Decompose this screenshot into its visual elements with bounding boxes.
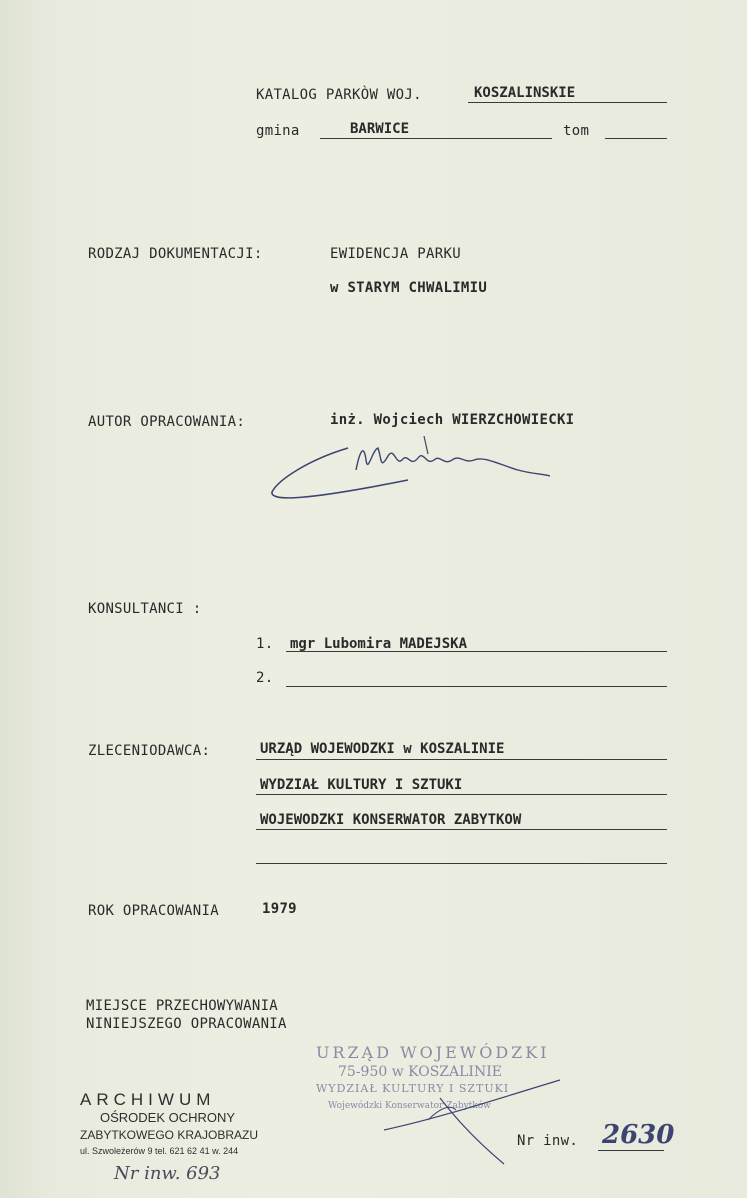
stamp-cross-strokes: [380, 1074, 580, 1170]
stamp-line-4: Wojewódzki Konserwator Zabytków: [328, 1101, 491, 1111]
client-underline-3: [256, 829, 667, 830]
catalog-value: KOSZALINSKIE: [474, 85, 576, 101]
gmina-value: BARWICE: [350, 121, 410, 137]
author-signature: [268, 430, 558, 510]
client-underline-4: [256, 863, 667, 864]
client-underline-2: [256, 794, 667, 795]
year-label: ROK OPRACOWANIA: [88, 903, 219, 919]
consultant-1-number: 1.: [256, 636, 274, 652]
archive-title: ARCHIWUM: [80, 1090, 216, 1109]
consultants-label: KONSULTANCI :: [88, 601, 202, 617]
stamp-line-3: WYDZIAŁ KULTURY I SZTUKI: [316, 1082, 510, 1095]
documentation-line1: EWIDENCJA PARKU: [330, 246, 461, 262]
client-line-2: WYDZIAŁ KULTURY I SZTUKI: [260, 777, 463, 793]
client-underline-1: [256, 759, 667, 760]
archive-line-3: ul. Szwoleżerów 9 tel. 621 62 41 w. 244: [80, 1146, 239, 1156]
author-label: AUTOR OPRACOWANIA:: [88, 414, 246, 430]
storage-line-2: NINIEJSZEGO OPRACOWANIA: [86, 1016, 287, 1032]
consultant-2-underline: [286, 686, 667, 687]
inventory-label: Nr inw.: [517, 1133, 579, 1149]
inventory-underline: [598, 1150, 664, 1151]
stamp-line-1: URZĄD WOJEWÓDZKI: [316, 1043, 550, 1062]
storage-line-1: MIEJSCE PRZECHOWYWANIA: [86, 998, 279, 1014]
documentation-line2: w STARYM CHWALIMIU: [330, 280, 488, 296]
archive-line-1: OŚRODEK OCHRONY: [100, 1110, 236, 1125]
stamp-line-2: 75-950 w KOSZALINIE: [338, 1064, 502, 1080]
archive-line-2: ZABYTKOWEGO KRAJOBRAZU: [80, 1128, 259, 1142]
tom-label: tom: [563, 123, 590, 139]
client-label: ZLECENIODAWCA:: [88, 743, 211, 759]
documentation-label: RODZAJ DOKUMENTACJI:: [88, 246, 263, 262]
client-line-1: URZĄD WOJEWODZKI w KOSZALINIE: [260, 741, 505, 757]
tom-underline: [605, 138, 667, 139]
gmina-label: gmina: [256, 123, 300, 139]
year-value: 1979: [262, 901, 297, 917]
catalog-underline: [468, 102, 667, 103]
client-line-3: WOJEWODZKI KONSERWATOR ZABYTKOW: [260, 812, 522, 828]
handwritten-inventory-note: Nr inw. 693: [114, 1163, 221, 1184]
catalog-label: KATALOG PARKÒW WOJ.: [256, 87, 422, 103]
consultant-1-name: mgr Lubomira MADEJSKA: [290, 636, 468, 652]
gmina-underline: [320, 138, 552, 139]
consultant-2-number: 2.: [256, 670, 274, 686]
consultant-1-underline: [286, 651, 667, 652]
author-name: inż. Wojciech WIERZCHOWIECKI: [330, 412, 575, 428]
inventory-number: 2630: [602, 1120, 675, 1150]
